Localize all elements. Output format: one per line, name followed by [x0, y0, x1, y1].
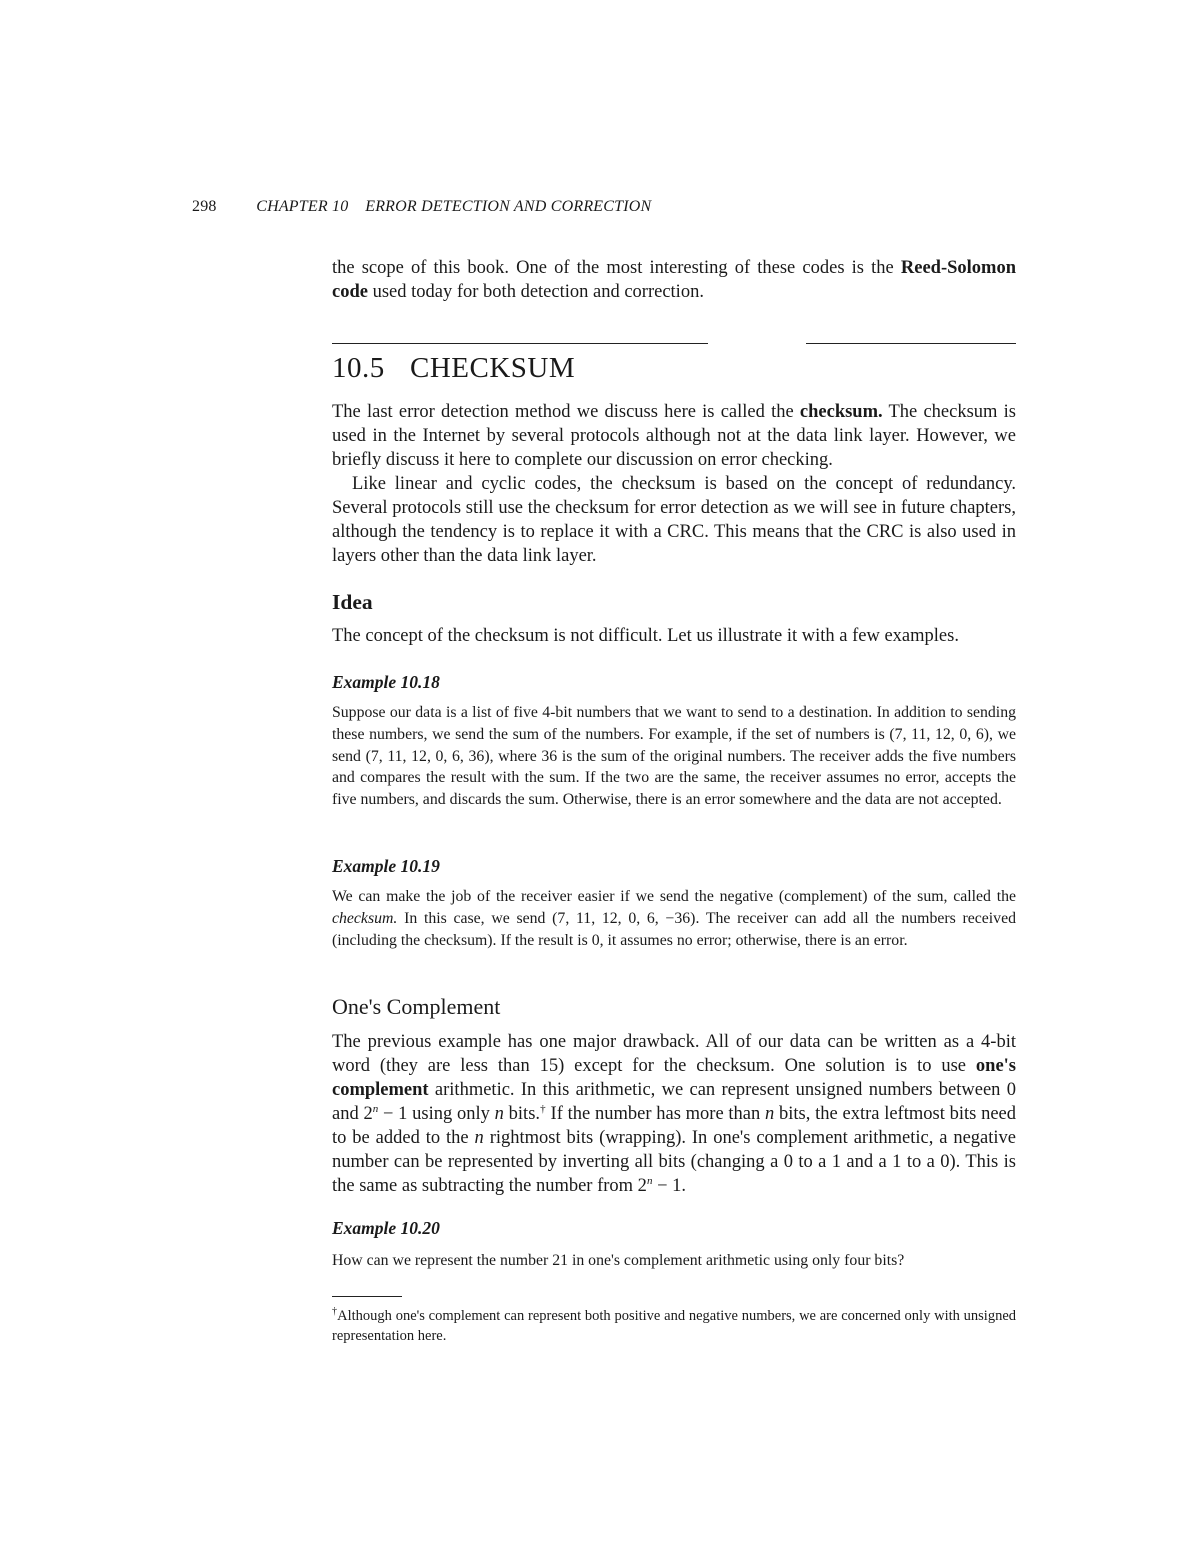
checksum-intro	[332, 400, 1016, 568]
example-19-text	[332, 886, 1016, 951]
example-20-heading: Example 10.20	[332, 1218, 440, 1238]
page-number: 298	[192, 198, 217, 215]
paragraph-2: Like linear and cyclic codes, the checksum is based on the concept of redundancy. Several protocols still use the checksum for error detection as we will see in future chapters, although the tendency is to replace it with a CRC. This means that the CRC is also used in layers other than the data link layer.	[332, 474, 1016, 566]
footnote-ref: †	[540, 1103, 546, 1115]
section-rule-left	[332, 343, 708, 344]
checksum-italic: checksum.	[332, 909, 398, 927]
section-title: CHECKSUM	[410, 352, 576, 384]
checksum-term: checksum.	[799, 402, 883, 422]
paragraph-1	[332, 400, 1016, 472]
example-18-text: Suppose our data is a list of five 4-bit numbers that we want to send to a destination. In addition to sending these numbers, we send the sum of the numbers. For example, if the set of numbers is (7, 11, 12, 0, 6), we send (7, 11, 12, 0, 6, 36), where 36 is the sum of the original numbers. The receiver adds the five numbers and compares the result with the sum. If the two are the same, the receiver assumes no error, accepts the five numbers, and discards the sum. Otherwise, there is an error somewhere and the data are not accepted.	[332, 704, 1016, 809]
ones-complement-term: one's complement	[332, 1056, 1016, 1100]
var-n: n	[765, 1104, 775, 1124]
section-number: 10.5	[332, 352, 385, 384]
footnote-mark: †	[332, 1306, 338, 1317]
ones-text-5: If the number has more than	[545, 1104, 766, 1124]
example-19-heading: Example 10.19	[332, 856, 440, 876]
ones-text-1: The previous example has one major drawback. All of our data can be written as a 4-bit word (they are less than 15) except for the checksum. One solution is to use	[332, 1032, 1016, 1076]
example-20-text: How can we represent the number 21 in one's complement arithmetic using only four bits?	[332, 1252, 905, 1269]
footnote-rule	[332, 1296, 402, 1297]
section-heading	[332, 352, 575, 385]
ones-text-2: arithmetic. In this arithmetic, we can represent unsigned numbers between 0 and 2	[332, 1080, 1016, 1124]
idea-heading: Idea	[332, 590, 373, 614]
footnote-text: Although one's complement can represent both positive and negative numbers, we are concerned only with unsigned representation here.	[332, 1308, 1017, 1344]
ones-text-7: rightmost bits (wrapping). In one's complement arithmetic, a negative number can be represented by inverting all bits (changing a 0 to a 1 and a 1 to a 0). This is the same as subtracting the number from 2	[332, 1128, 1017, 1196]
footnote	[332, 1306, 1016, 1346]
ones-text-4: bits.	[503, 1104, 541, 1124]
example-19-text-a: We can make the job of the receiver easier if we send the negative (complement) of the sum, called the	[332, 888, 1016, 905]
reed-solomon-term: Reed-Solomon code	[332, 258, 1016, 302]
para1-text: The last error detection method we discuss here is called the	[332, 402, 800, 422]
var-n: n	[474, 1128, 484, 1148]
intro-text: the scope of this book. One of the most interesting of these codes is the	[332, 258, 901, 278]
var-n: n	[494, 1104, 504, 1124]
running-head	[192, 198, 651, 216]
intro-text-end: used today for both detection and correction.	[367, 282, 704, 302]
ones-text-3: − 1 using only	[378, 1104, 495, 1124]
chapter-title: ERROR DETECTION AND CORRECTION	[365, 198, 652, 215]
exponent-n: n	[646, 1175, 653, 1187]
example-19-text-b: In this case, we send (7, 11, 12, 0, 6, −36). The receiver can add all the numbers received (including the checksum). If the result is 0, it assumes no error; otherwise, there is an error.	[332, 909, 1016, 949]
ones-text-6: bits, the extra leftmost bits need to be added to the	[332, 1104, 1016, 1148]
exponent-n: n	[372, 1103, 379, 1115]
chapter-label: CHAPTER 10	[256, 198, 349, 215]
ones-complement-text	[332, 1030, 1016, 1198]
idea-text: The concept of the checksum is not difficult. Let us illustrate it with a few examples.	[332, 626, 959, 646]
intro-paragraph	[332, 256, 1016, 304]
para1-text-end: The checksum is used in the Internet by several protocols although not at the data link layer. However, we briefly discuss it here to complete our discussion on error checking.	[332, 402, 1016, 470]
example-18-heading: Example 10.18	[332, 672, 440, 692]
ones-complement-heading: One's Complement	[332, 994, 501, 1019]
ones-text-8: − 1.	[652, 1176, 686, 1196]
section-rule-right	[806, 343, 1016, 344]
